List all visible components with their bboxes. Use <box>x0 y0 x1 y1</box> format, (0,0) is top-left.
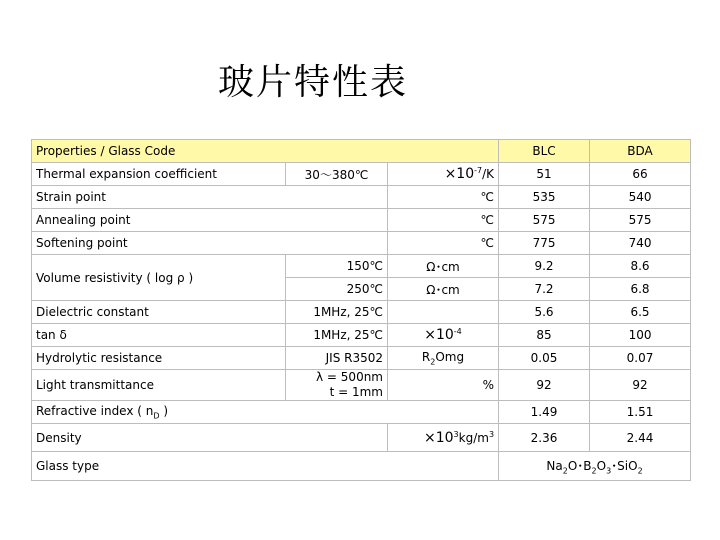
row-unit: ℃ <box>388 186 499 209</box>
row-label: Hydrolytic resistance <box>32 347 286 370</box>
value-blc: 92 <box>499 370 590 401</box>
value-blc: 0.05 <box>499 347 590 370</box>
table-row <box>32 232 691 255</box>
header-blc: BLC <box>499 140 590 163</box>
row-label: Thermal expansion coefficient <box>32 163 286 186</box>
row-unit: $\times 10^{-4}$ <box>388 324 499 347</box>
header-property: Properties / Glass Code <box>32 140 499 163</box>
row-unit: ℃ <box>388 209 499 232</box>
value-bda: 6.8 <box>590 278 691 301</box>
page-title: 玻片特性表 <box>218 62 409 103</box>
row-unit <box>388 301 499 324</box>
properties-table <box>31 139 691 481</box>
table-row <box>32 424 691 452</box>
header-bda: BDA <box>590 140 691 163</box>
value-blc: 535 <box>499 186 590 209</box>
row-label: Volume resistivity ( log ρ ) <box>32 255 286 301</box>
value-bda: 2.44 <box>590 424 691 452</box>
value-bda: 540 <box>590 186 691 209</box>
row-unit: ℃ <box>388 232 499 255</box>
row-condition: 150℃ <box>286 255 388 278</box>
table-row <box>32 452 691 481</box>
value-bda: 1.51 <box>590 401 691 424</box>
row-unit: $\times 10^3kg/m^3$ <box>388 424 499 452</box>
row-label: Glass type <box>32 452 499 481</box>
row-condition: 30～380℃ <box>286 163 388 186</box>
row-condition: λ = 500nm t = 1mm <box>286 370 388 401</box>
row-unit: Ω･cm <box>388 278 499 301</box>
row-unit: Ω･cm <box>388 255 499 278</box>
value-bda: 0.07 <box>590 347 691 370</box>
value-bda: 66 <box>590 163 691 186</box>
value-blc: 2.36 <box>499 424 590 452</box>
value-bda: 92 <box>590 370 691 401</box>
value-blc: 775 <box>499 232 590 255</box>
glass-type-formula: $Na_2O$･$B_2O_3$･SiO$_2$ <box>499 452 691 481</box>
value-bda: 100 <box>590 324 691 347</box>
value-bda: 6.5 <box>590 301 691 324</box>
table-row <box>32 255 691 278</box>
table-header-row <box>32 140 691 163</box>
value-blc: 5.6 <box>499 301 590 324</box>
table-row <box>32 370 691 401</box>
value-blc: 85 <box>499 324 590 347</box>
table-row <box>32 186 691 209</box>
value-blc: 7.2 <box>499 278 590 301</box>
value-bda: 8.6 <box>590 255 691 278</box>
row-label: tan δ <box>32 324 286 347</box>
table-row <box>32 401 691 424</box>
table-row <box>32 324 691 347</box>
row-label: Softening point <box>32 232 388 255</box>
row-condition: JIS R3502 <box>286 347 388 370</box>
row-label: Light transmittance <box>32 370 286 401</box>
row-label: Density <box>32 424 388 452</box>
row-label: Refractive index ( $n_D$ ) <box>32 401 499 424</box>
value-bda: 740 <box>590 232 691 255</box>
row-label: Annealing point <box>32 209 388 232</box>
row-label: Dielectric constant <box>32 301 286 324</box>
value-blc: 575 <box>499 209 590 232</box>
row-unit: % <box>388 370 499 401</box>
row-condition: 1MHz, 25℃ <box>286 324 388 347</box>
table-row <box>32 347 691 370</box>
value-blc: 1.49 <box>499 401 590 424</box>
table-row <box>32 301 691 324</box>
value-blc: 51 <box>499 163 590 186</box>
row-condition: 250℃ <box>286 278 388 301</box>
row-label: Strain point <box>32 186 388 209</box>
table-row <box>32 163 691 186</box>
row-unit: $\times 10^{-7}/K$ <box>388 163 499 186</box>
value-bda: 575 <box>590 209 691 232</box>
value-blc: 9.2 <box>499 255 590 278</box>
row-condition: 1MHz, 25℃ <box>286 301 388 324</box>
row-unit: $R_2Omg$ <box>388 347 499 370</box>
table-row <box>32 209 691 232</box>
